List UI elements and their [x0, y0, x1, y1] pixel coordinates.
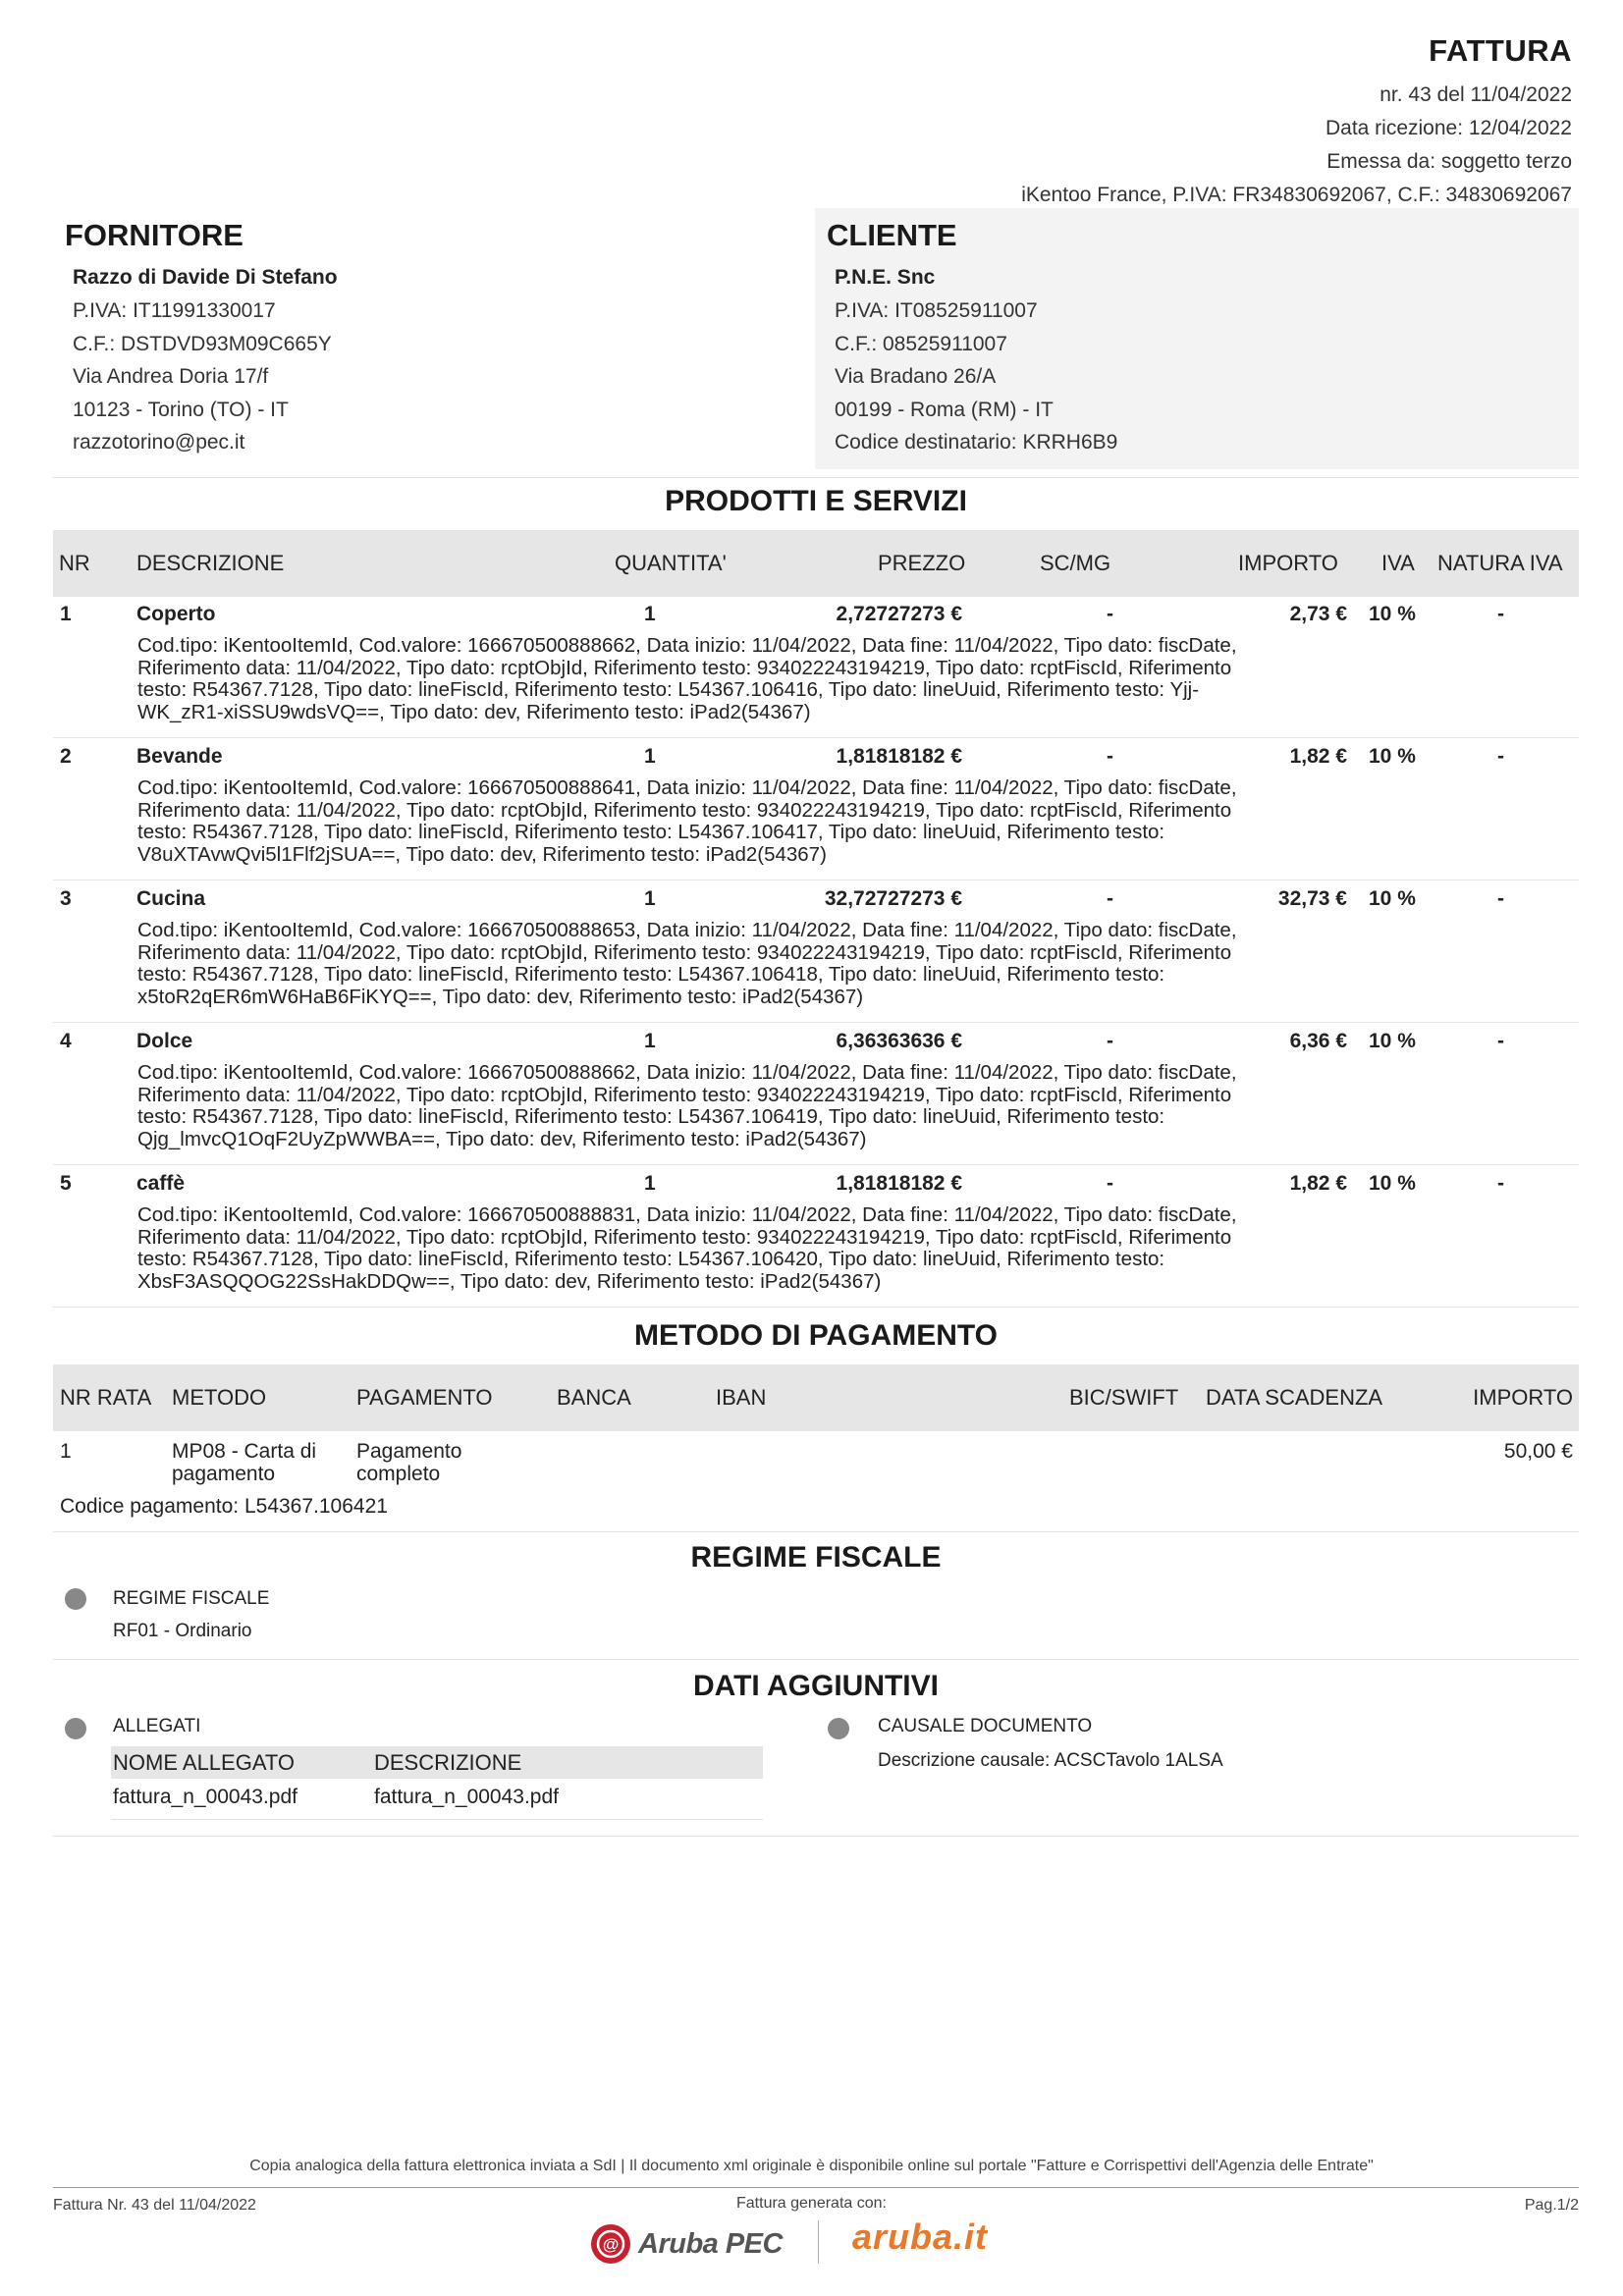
footer-page-number: Pag.1/2: [1524, 2197, 1579, 2214]
payment-code: Codice pagamento: L54367.106421: [60, 1495, 388, 1518]
row-iva: 10 %: [1369, 1172, 1416, 1195]
col-descrizione: DESCRIZIONE: [136, 551, 285, 575]
row-nr: 4: [60, 1030, 72, 1052]
row-amount: 1,82 €: [1289, 1172, 1347, 1195]
row-nr: 2: [60, 745, 72, 768]
desc-line: Riferimento data: 11/04/2022, Tipo dato: rcptObjId, Riferimento testo: 934022243194219, Tipo dato: rcptFiscId, Riferimento: [137, 798, 1232, 822]
client-cf: C.F.: 08525911007: [835, 332, 1007, 355]
row-natura: -: [1497, 887, 1504, 910]
row-iva: 10 %: [1369, 745, 1416, 768]
issued-by: Emessa da: soggetto terzo: [1326, 150, 1572, 173]
row-qty: 1: [644, 603, 656, 625]
products-title: PRODOTTI E SERVIZI: [665, 485, 967, 517]
divider: [53, 1659, 1579, 1660]
row-description: [137, 920, 1414, 1008]
row-natura: -: [1497, 1172, 1504, 1195]
row-scmg: -: [1107, 745, 1113, 768]
col-importo: IMPORTO: [1473, 1385, 1573, 1410]
col-nr: NR: [59, 551, 90, 575]
desc-line: V8uXTAvwQvi5l1Flf2jSUA==, Tipo dato: dev, Riferimento testo: iPad2(54367): [137, 842, 827, 866]
payment-method-line: MP08 - Carta di: [172, 1440, 317, 1463]
additional-data-title: DATI AGGIUNTIVI: [693, 1670, 939, 1702]
row-price: 2,72727273 €: [836, 603, 962, 625]
attachment-file-name[interactable]: fattura_n_00043.pdf: [113, 1786, 298, 1808]
client-title: CLIENTE: [827, 218, 957, 252]
invoice-header: [1021, 33, 1572, 212]
col-scmg: SC/MG: [1040, 551, 1111, 575]
logo-divider: [818, 2220, 819, 2264]
desc-line: x5toR2qER6mW6HaB6FiKYQ==, Tipo dato: dev, Riferimento testo: iPad2(54367): [137, 985, 864, 1008]
row-name: Cucina: [136, 887, 206, 910]
desc-line: testo: R54367.7128, Tipo dato: lineFiscId, Riferimento testo: L54367.106417, Tipo dato: lineUuid, Riferimento testo:: [137, 821, 1165, 843]
client-piva: P.IVA: IT08525911007: [835, 299, 1038, 322]
payment-type-line: Pagamento: [356, 1440, 462, 1463]
bullet-icon: [65, 1588, 86, 1610]
bullet-icon: [65, 1718, 86, 1739]
supplier-email: razzotorino@pec.it: [73, 431, 245, 454]
attachment-description: fattura_n_00043.pdf: [374, 1786, 559, 1808]
col-natura-iva: NATURA IVA: [1437, 551, 1563, 575]
row-divider: [53, 1164, 1579, 1165]
desc-line: Riferimento data: 11/04/2022, Tipo dato: rcptObjId, Riferimento testo: 934022243194219, Tipo dato: rcptFiscId, Riferimento: [137, 1225, 1232, 1249]
row-name: Bevande: [136, 745, 223, 768]
row-amount: 1,82 €: [1289, 745, 1347, 768]
col-bic: BIC/SWIFT: [1069, 1385, 1179, 1410]
invoice-number: nr. 43 del 11/04/2022: [1380, 83, 1572, 106]
row-amount: 2,73 €: [1289, 603, 1347, 625]
client-recipient-code: Codice destinatario: KRRH6B9: [835, 431, 1118, 454]
footer-invoice-ref: Fattura Nr. 43 del 11/04/2022: [53, 2197, 256, 2214]
col-nr-rata: NR RATA: [60, 1385, 152, 1410]
row-name: Coperto: [136, 603, 216, 625]
row-amount: 32,73 €: [1277, 887, 1347, 910]
desc-line: testo: R54367.7128, Tipo dato: lineFiscId, Riferimento testo: L54367.106416, Tipo dato: lineUuid, Riferimento testo: Yjj-: [137, 678, 1200, 701]
payment-method: [172, 1441, 316, 1485]
col-quantita: QUANTITA': [615, 551, 727, 575]
aruba-it-logo: aruba.it: [852, 2216, 989, 2257]
row-scmg: -: [1107, 1030, 1113, 1052]
row-nr: 1: [60, 603, 72, 625]
row-divider: [53, 1022, 1579, 1023]
aruba-pec-text: Aruba PEC: [638, 2227, 783, 2260]
regime-title: REGIME FISCALE: [690, 1541, 942, 1574]
row-scmg: -: [1107, 603, 1113, 625]
col-banca: BANCA: [557, 1385, 631, 1410]
payment-nr: 1: [60, 1440, 72, 1463]
desc-line: Riferimento data: 11/04/2022, Tipo dato: rcptObjId, Riferimento testo: 934022243194219, Tipo dato: rcptFiscId, Riferimento: [137, 940, 1232, 964]
aruba-pec-seal-icon: [589, 2222, 632, 2266]
row-scmg: -: [1107, 1172, 1113, 1195]
row-price: 32,72727273 €: [824, 887, 962, 910]
row-description: [137, 1204, 1414, 1293]
payment-type: [356, 1441, 461, 1485]
footer-divider: [53, 2187, 1579, 2188]
desc-line: testo: R54367.7128, Tipo dato: lineFiscId, Riferimento testo: L54367.106418, Tipo dato: lineUuid, Riferimento testo:: [137, 963, 1165, 986]
supplier-name: Razzo di Davide Di Stefano: [73, 266, 338, 289]
divider: [53, 1531, 1579, 1532]
col-descrizione: DESCRIZIONE: [374, 1750, 522, 1775]
products-table-header: [53, 530, 1579, 597]
aruba-pec-logo: [589, 2222, 783, 2266]
row-divider: [53, 880, 1579, 881]
svg-text:@: @: [602, 2235, 620, 2254]
desc-line: WK_zR1-xiSSU9wdsVQ==, Tipo dato: dev, Riferimento testo: iPad2(54367): [137, 700, 811, 723]
payment-title: METODO DI PAGAMENTO: [633, 1319, 999, 1352]
row-description: [137, 777, 1414, 866]
supplier-block: [53, 208, 815, 469]
attachments-divider: [111, 1819, 763, 1820]
col-importo: IMPORTO: [1238, 551, 1338, 575]
row-iva: 10 %: [1369, 887, 1416, 910]
payment-method-line: pagamento: [172, 1462, 276, 1485]
row-name: caffè: [136, 1172, 186, 1195]
supplier-piva: P.IVA: IT11991330017: [73, 299, 276, 322]
regime-label: REGIME FISCALE: [113, 1588, 270, 1609]
causale-value: Descrizione causale: ACSCTavolo 1ALSA: [878, 1750, 1223, 1771]
col-pagamento: PAGAMENTO: [356, 1385, 493, 1410]
client-city: 00199 - Roma (RM) - IT: [835, 398, 1054, 421]
divider: [53, 477, 1579, 478]
bullet-icon: [828, 1718, 849, 1739]
col-metodo: METODO: [172, 1385, 267, 1410]
row-divider: [53, 737, 1579, 738]
desc-line: Cod.tipo: iKentooItemId, Cod.valore: 166670500888831, Data inizio: 11/04/2022, Data fine: 11/04/2022, Tipo dato: fiscDate,: [137, 1203, 1237, 1226]
row-divider: [53, 1307, 1579, 1308]
payment-table-header: [53, 1364, 1579, 1431]
col-iva: IVA: [1381, 551, 1415, 575]
col-iban: IBAN: [716, 1385, 767, 1410]
attachments-label: ALLEGATI: [113, 1716, 201, 1736]
row-iva: 10 %: [1369, 603, 1416, 625]
row-qty: 1: [644, 1172, 656, 1195]
supplier-title: FORNITORE: [65, 218, 243, 252]
row-price: 1,81818182 €: [836, 745, 962, 768]
divider: [53, 1836, 1579, 1837]
payment-type-line: completo: [356, 1462, 441, 1485]
row-amount: 6,36 €: [1289, 1030, 1347, 1052]
row-price: 6,36363636 €: [836, 1030, 962, 1052]
supplier-address: Via Andrea Doria 17/f: [73, 365, 269, 388]
supplier-city: 10123 - Torino (TO) - IT: [73, 398, 289, 421]
row-qty: 1: [644, 887, 656, 910]
row-natura: -: [1497, 1030, 1504, 1052]
desc-line: Cod.tipo: iKentooItemId, Cod.valore: 166670500888641, Data inizio: 11/04/2022, Data fine: 11/04/2022, Tipo dato: fiscDate,: [137, 776, 1237, 799]
col-prezzo: PREZZO: [878, 551, 966, 575]
regime-value: RF01 - Ordinario: [113, 1621, 252, 1641]
third-party-info: iKentoo France, P.IVA: FR34830692067, C.F.: 34830692067: [1021, 184, 1572, 206]
row-price: 1,81818182 €: [836, 1172, 962, 1195]
footer-generated-with: Fattura generata con:: [736, 2195, 887, 2212]
row-qty: 1: [644, 1030, 656, 1052]
desc-line: Cod.tipo: iKentooItemId, Cod.valore: 166670500888653, Data inizio: 11/04/2022, Data fine: 11/04/2022, Tipo dato: fiscDate,: [137, 919, 1237, 941]
footer-note: Copia analogica della fattura elettronica inviata a SdI | Il documento xml originale è disponibile online sul portale "Fatture e Corrispettivi dell'Agenzia delle Entrate": [249, 2158, 1374, 2174]
desc-line: Cod.tipo: iKentooItemId, Cod.valore: 166670500888662, Data inizio: 11/04/2022, Data fine: 11/04/2022, Tipo dato: fiscDate,: [137, 634, 1237, 657]
row-scmg: -: [1107, 887, 1113, 910]
causale-label: CAUSALE DOCUMENTO: [878, 1716, 1093, 1736]
desc-line: XbsF3ASQQOG22SsHakDDQw==, Tipo dato: dev, Riferimento testo: iPad2(54367): [137, 1269, 882, 1293]
row-natura: -: [1497, 745, 1504, 768]
desc-line: Riferimento data: 11/04/2022, Tipo dato: rcptObjId, Riferimento testo: 934022243194219, Tipo dato: rcptFiscId, Riferimento: [137, 1083, 1232, 1106]
receipt-date: Data ricezione: 12/04/2022: [1325, 117, 1572, 139]
supplier-cf: C.F.: DSTDVD93M09C665Y: [73, 332, 332, 355]
row-name: Dolce: [136, 1030, 193, 1052]
client-name: P.N.E. Snc: [835, 266, 936, 289]
row-nr: 5: [60, 1172, 72, 1195]
row-description: [137, 635, 1414, 723]
desc-line: testo: R54367.7128, Tipo dato: lineFiscId, Riferimento testo: L54367.106419, Tipo dato: lineUuid, Riferimento testo:: [137, 1105, 1165, 1128]
desc-line: Cod.tipo: iKentooItemId, Cod.valore: 166670500888662, Data inizio: 11/04/2022, Data fine: 11/04/2022, Tipo dato: fiscDate,: [137, 1061, 1237, 1084]
desc-line: Qjg_lmvcQ1OqF2UyZpWWBA==, Tipo dato: dev, Riferimento testo: iPad2(54367): [137, 1127, 867, 1150]
client-block: [815, 208, 1579, 469]
invoice-title: FATTURA: [1429, 33, 1572, 68]
row-description: [137, 1062, 1414, 1150]
attachments-table-header: [111, 1746, 763, 1779]
client-address: Via Bradano 26/A: [835, 365, 997, 388]
desc-line: testo: R54367.7128, Tipo dato: lineFiscId, Riferimento testo: L54367.106420, Tipo dato: lineUuid, Riferimento testo:: [137, 1248, 1165, 1270]
col-nome-allegato: NOME ALLEGATO: [113, 1750, 296, 1775]
row-qty: 1: [644, 745, 656, 768]
payment-amount: 50,00 €: [1503, 1440, 1573, 1463]
row-nr: 3: [60, 887, 72, 910]
row-natura: -: [1497, 603, 1504, 625]
desc-line: Riferimento data: 11/04/2022, Tipo dato: rcptObjId, Riferimento testo: 934022243194219, Tipo dato: rcptFiscId, Riferimento: [137, 656, 1232, 679]
row-iva: 10 %: [1369, 1030, 1416, 1052]
col-data-scadenza: DATA SCADENZA: [1206, 1385, 1383, 1410]
